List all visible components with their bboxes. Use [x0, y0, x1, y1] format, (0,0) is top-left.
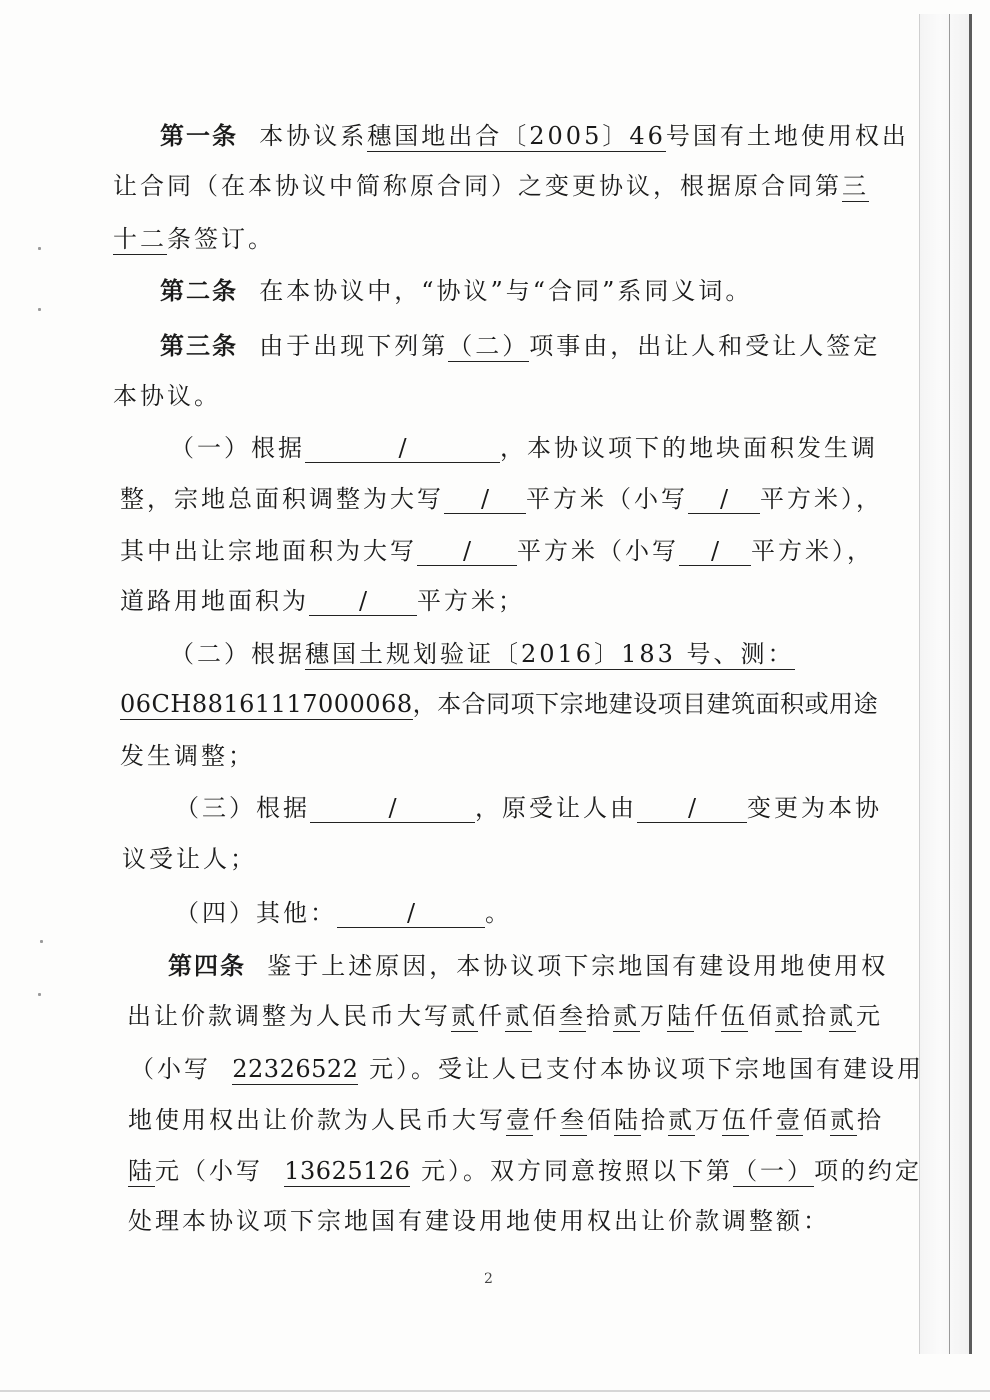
item-1-line-1 — [170, 432, 878, 464]
article-3-heading: 第三条 — [160, 332, 238, 360]
amount-digit: 贰 — [775, 1002, 802, 1030]
item-3-line-2 — [122, 843, 257, 875]
blank-field: / — [337, 897, 485, 928]
item-text: ，本协议项下的地块面积发生调 — [500, 434, 878, 462]
item-text: ，原受让人由 — [475, 794, 637, 822]
paid-price-numeric: 13625126 — [284, 1157, 411, 1185]
amount-unit: 拾 — [857, 1106, 884, 1134]
item-3-line-1 — [175, 792, 882, 824]
article-number-filled: 十二 — [113, 225, 167, 253]
amount-digit: 贰 — [829, 1002, 856, 1030]
item-text: （二）根据 — [170, 640, 305, 668]
article-2-text: 在本协议中，“协议”与“合同”系同义词。 — [259, 277, 753, 305]
amount-digit: 叁 — [559, 1002, 586, 1030]
article-1-text: 本协议系 — [259, 122, 368, 150]
selected-item-filled: （一） — [733, 1157, 815, 1185]
item-text: （一）根据 — [170, 434, 305, 462]
amount-unit: 拾 — [641, 1106, 668, 1134]
article-1-line-2 — [113, 170, 869, 202]
item-1-line-2 — [120, 483, 883, 515]
article-4-line-6 — [128, 1205, 830, 1237]
amount-digit: 贰 — [830, 1106, 857, 1134]
article-4-line-5 — [128, 1155, 922, 1187]
amount-unit: 仟 — [694, 1002, 721, 1030]
blank-field: / — [310, 792, 475, 823]
article-2-heading: 第二条 — [160, 277, 238, 305]
item-4-line — [175, 897, 512, 929]
article-1-line-1 — [160, 120, 909, 152]
amount-digit: 贰 — [613, 1002, 640, 1030]
item-2-line-1 — [170, 638, 795, 670]
amount-unit: 万 — [640, 1002, 667, 1030]
amount-digit: 壹 — [506, 1106, 533, 1134]
article-4-text: （小写 — [130, 1055, 211, 1083]
item-text: 议受让人； — [122, 845, 257, 873]
article-1-text: 让合同（在本协议中简称原合同）之变更协议，根据原合同第 — [113, 172, 842, 200]
item-text: ，本合同项下宗地建设项目建筑面积或用途 — [412, 690, 879, 718]
blank-field: / — [305, 432, 500, 463]
article-4-text: 处理本协议项下宗地国有建设用地使用权出让价款调整额： — [128, 1207, 830, 1235]
blank-field: / — [309, 585, 417, 616]
article-4-line-3 — [130, 1053, 924, 1085]
article-1-text: 号国有土地使用权出 — [665, 122, 909, 150]
amount-unit: 拾 — [802, 1002, 829, 1030]
item-text: 变更为本协 — [747, 794, 882, 822]
article-4-line-2 — [127, 1000, 883, 1032]
article-4-text: 元）。受让人已支付本协议项下宗地国有建设用 — [369, 1055, 925, 1083]
amount-digit: 贰 — [668, 1106, 695, 1134]
article-4-heading: 第四条 — [168, 952, 246, 980]
planning-certificate-reference: 穗国土规划验证〔2016〕183 号、测： — [305, 640, 795, 668]
article-4-line-1 — [168, 950, 888, 982]
amount-digit: 陆 — [614, 1106, 641, 1134]
amount-unit: 仟 — [749, 1106, 776, 1134]
amount-unit: 佰 — [803, 1106, 830, 1134]
article-4-text: 地使用权出让价款为人民币大写 — [128, 1106, 506, 1134]
item-text: 平方米）， — [760, 485, 883, 513]
article-1-line-3 — [113, 223, 275, 255]
article-4-text: 元（小写 — [155, 1157, 263, 1185]
blank-field: / — [637, 792, 747, 823]
amount-digit: 伍 — [721, 1002, 748, 1030]
amount-unit: 仟 — [533, 1106, 560, 1134]
item-1-line-3 — [120, 535, 874, 567]
amount-digit: 贰 — [505, 1002, 532, 1030]
amount-unit: 元 — [856, 1002, 883, 1030]
item-text: 其中出让宗地面积为大写 — [120, 537, 417, 565]
article-4-text: 鉴于上述原因，本协议项下宗地国有建设用地使用权 — [267, 952, 889, 980]
selected-item-filled: （二） — [448, 332, 530, 360]
amount-unit: 佰 — [532, 1002, 559, 1030]
item-text: （三）根据 — [175, 794, 310, 822]
amount-unit: 万 — [695, 1106, 722, 1134]
item-text: 发生调整； — [120, 742, 255, 770]
amount-digit: 陆 — [128, 1157, 155, 1185]
item-2-line-3 — [120, 740, 255, 772]
blank-field: / — [417, 535, 517, 566]
amount-digit: 陆 — [667, 1002, 694, 1030]
article-3-text: 由于出现下列第 — [259, 332, 449, 360]
amount-unit: 佰 — [587, 1106, 614, 1134]
amount-digit: 伍 — [722, 1106, 749, 1134]
item-text: 平方米（小写 — [526, 485, 688, 513]
blank-field: / — [679, 535, 751, 566]
item-text: 。 — [485, 899, 512, 927]
page-number: 2 — [484, 1271, 493, 1287]
blank-field: / — [444, 483, 526, 514]
amount-digit: 叁 — [560, 1106, 587, 1134]
amount-digit: 贰 — [451, 1002, 478, 1030]
item-text: 平方米（小写 — [517, 537, 679, 565]
article-4-text: 元）。双方同意按照以下第 — [421, 1157, 734, 1185]
item-1-line-4 — [120, 585, 525, 617]
article-3-line-1 — [160, 330, 880, 362]
item-text: 平方米； — [417, 587, 525, 615]
article-4-text: 项的约定 — [814, 1157, 923, 1185]
article-number-filled: 三 — [842, 172, 869, 200]
item-text: 平方米）， — [751, 537, 874, 565]
adjusted-price-numeric: 22326522 — [232, 1055, 359, 1083]
item-text: 整，宗地总面积调整为大写 — [120, 485, 444, 513]
article-4-line-4 — [128, 1104, 884, 1136]
blank-field: / — [688, 483, 760, 514]
item-2-line-2 — [120, 688, 878, 720]
article-1-text: 条签订。 — [167, 225, 275, 253]
article-3-text: 项事由，出让人和受让人签定 — [529, 332, 881, 360]
amount-unit: 佰 — [748, 1002, 775, 1030]
item-text: （四）其他： — [175, 899, 337, 927]
article-2-line — [160, 275, 752, 307]
article-3-text: 本协议。 — [113, 382, 221, 410]
amount-unit: 仟 — [478, 1002, 505, 1030]
survey-number: 06CH88161117000068 — [120, 690, 413, 718]
article-4-text: 出让价款调整为人民币大写 — [127, 1002, 451, 1030]
article-1-heading: 第一条 — [160, 122, 238, 150]
amount-unit: 拾 — [586, 1002, 613, 1030]
article-3-line-2 — [113, 380, 221, 412]
item-text: 道路用地面积为 — [120, 587, 309, 615]
amount-digit: 壹 — [776, 1106, 803, 1134]
contract-reference: 穗国地出合〔2005〕46 — [367, 122, 666, 150]
